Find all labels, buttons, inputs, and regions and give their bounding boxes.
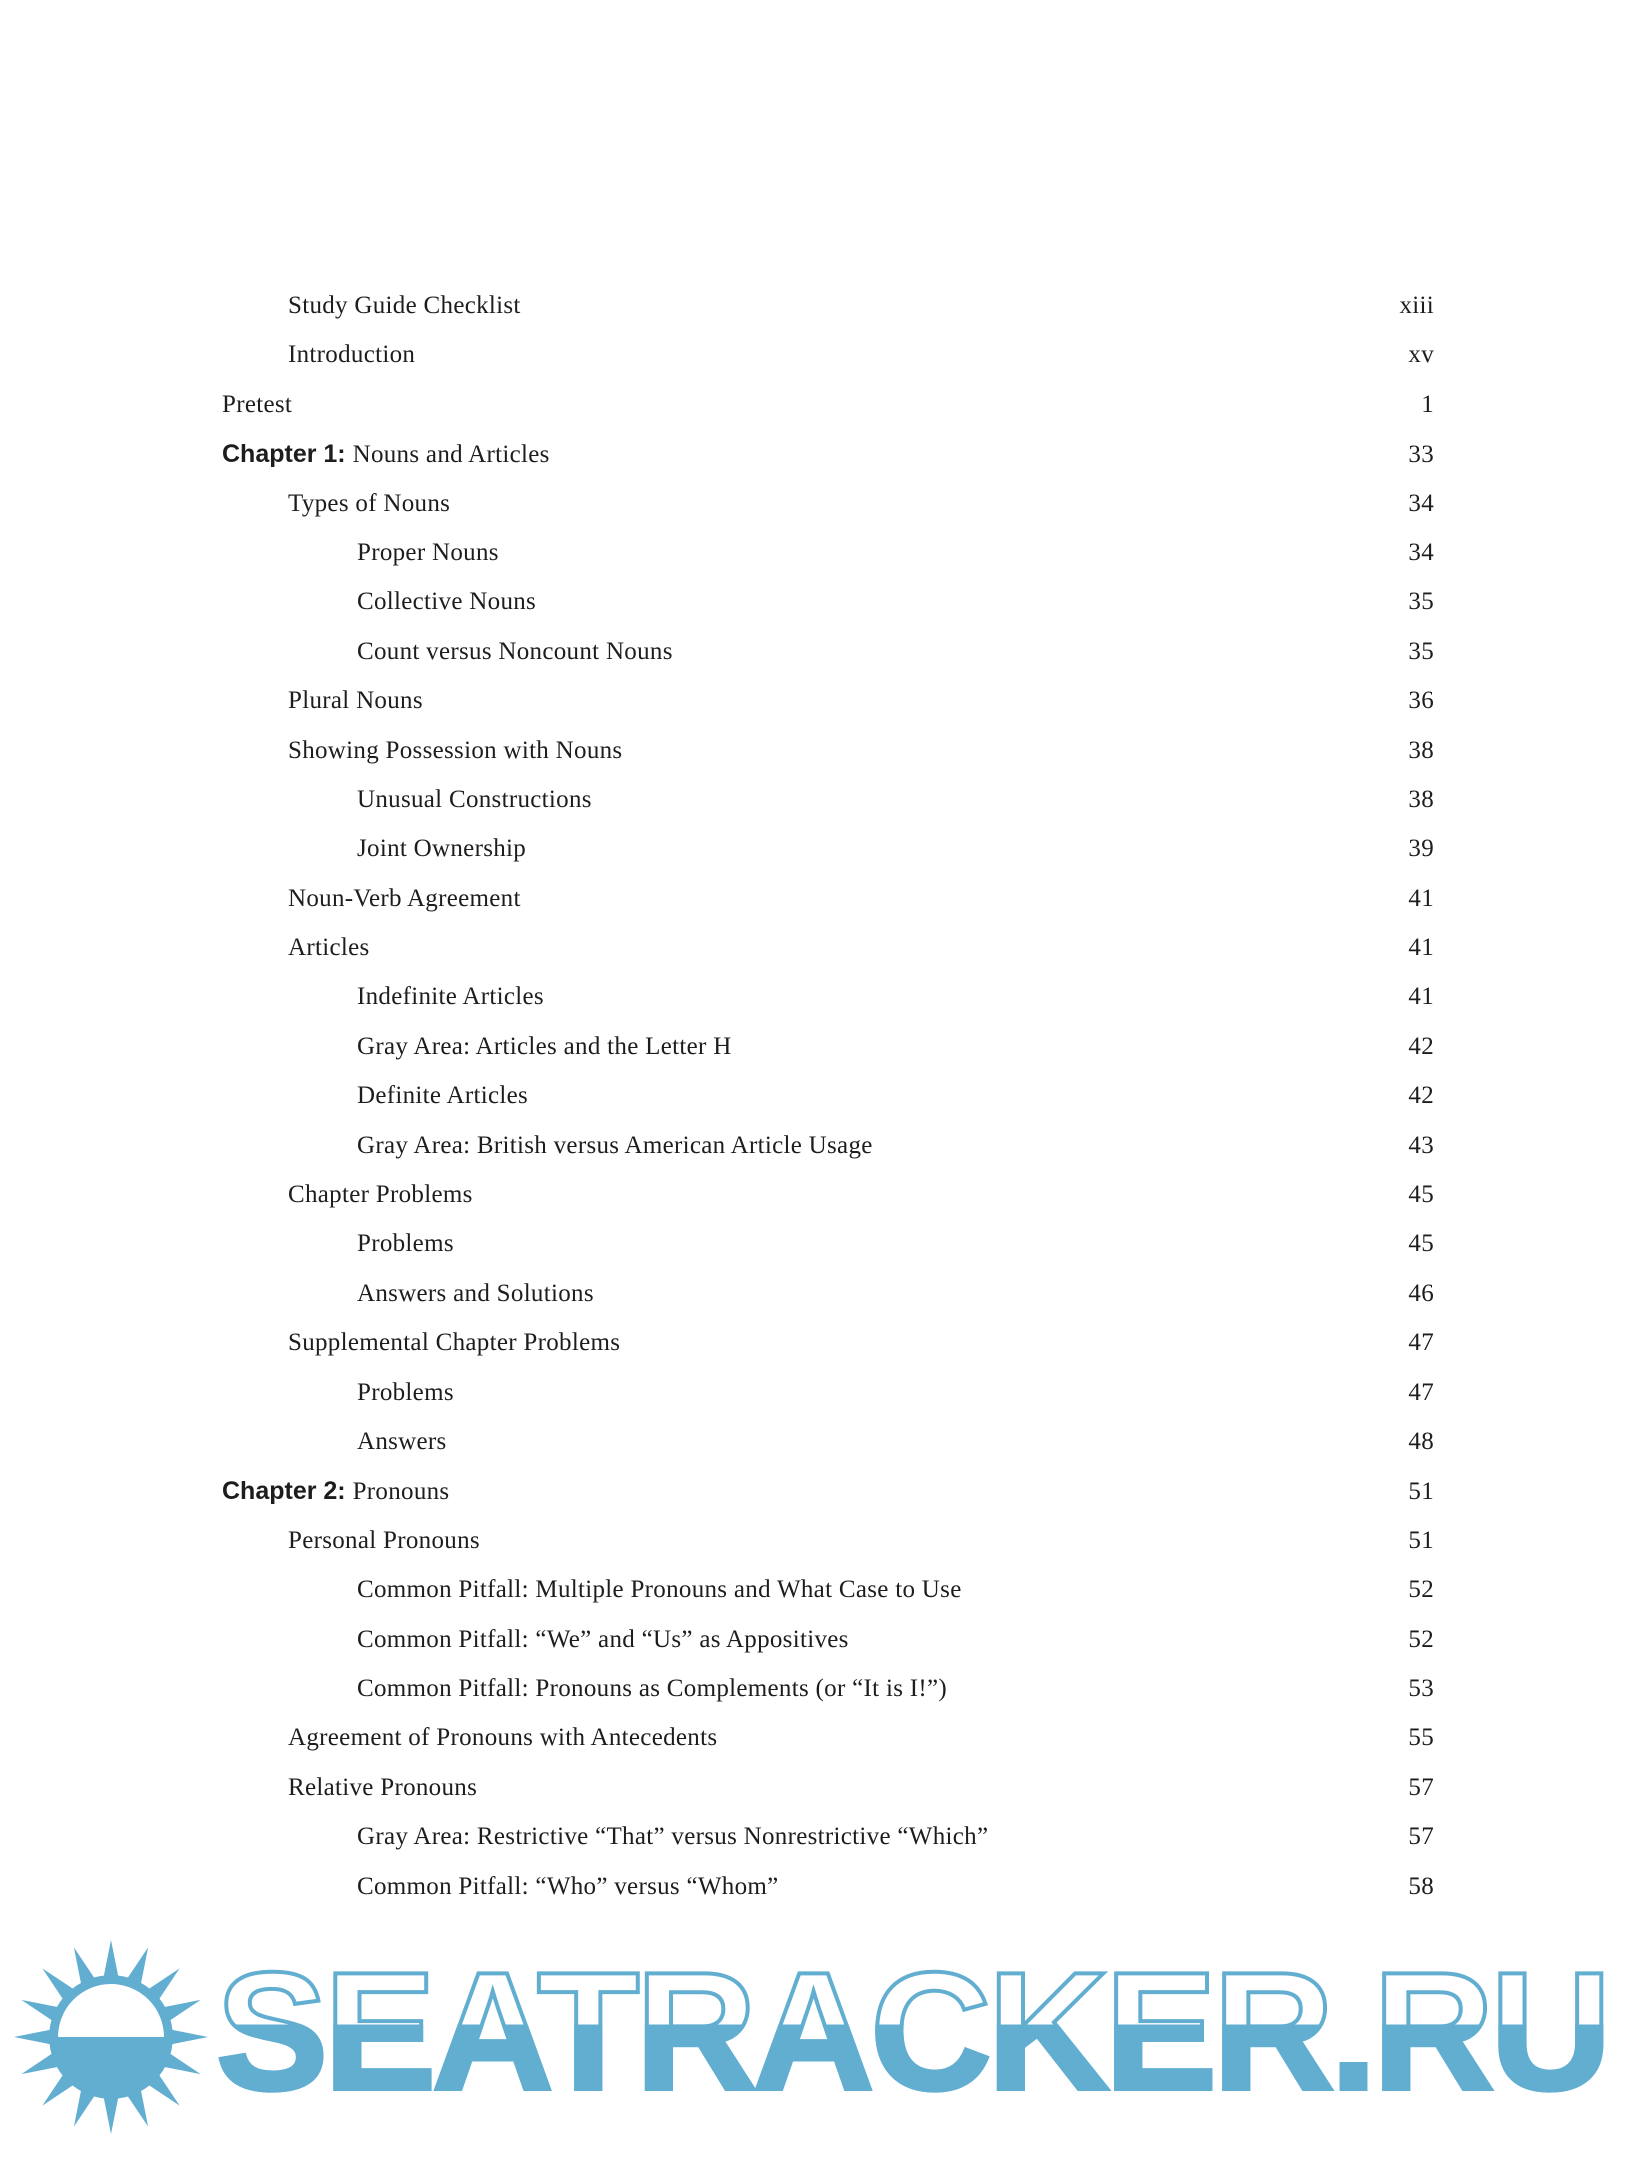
toc-entry <box>222 1379 1434 1428</box>
toc-entry <box>222 588 1434 637</box>
toc-entry <box>222 1626 1434 1675</box>
toc-page-number: 53 <box>1408 1674 1434 1702</box>
toc-page-number: 55 <box>1408 1724 1434 1752</box>
table-of-contents <box>222 292 1434 1922</box>
toc-entry <box>222 934 1434 983</box>
toc-entry-label: Answers <box>357 1427 447 1455</box>
toc-entry <box>222 687 1434 736</box>
toc-entry-label: Introduction <box>288 341 416 369</box>
toc-entry <box>222 1873 1434 1922</box>
toc-entry-label: Showing Possession with Nouns <box>288 736 623 764</box>
toc-entry-label: Common Pitfall: “Who” versus “Whom” <box>357 1872 779 1900</box>
toc-page-number: 41 <box>1408 934 1434 962</box>
watermark <box>12 1938 1608 2136</box>
toc-entry-label: Personal Pronouns <box>288 1526 480 1554</box>
toc-page-number: 42 <box>1408 1032 1434 1060</box>
toc-entry <box>222 1329 1434 1378</box>
toc-page-number: 36 <box>1408 687 1434 715</box>
toc-entry <box>222 1181 1434 1230</box>
toc-entry <box>222 1823 1434 1872</box>
toc-page-number: 46 <box>1408 1279 1434 1307</box>
toc-entry <box>222 1428 1434 1477</box>
toc-page-number: 51 <box>1408 1478 1434 1506</box>
toc-entry-label: Collective Nouns <box>357 588 537 616</box>
sun-logo-icon <box>12 1938 210 2136</box>
toc-entry <box>222 1774 1434 1823</box>
toc-entry-label: Types of Nouns <box>288 489 451 517</box>
toc-entry-label: Relative Pronouns <box>288 1773 478 1801</box>
toc-entry <box>222 1082 1434 1131</box>
toc-page-number: 57 <box>1408 1823 1434 1851</box>
toc-chapter-prefix: Chapter 1: <box>222 440 353 469</box>
toc-entry-label: Problems <box>357 1378 454 1406</box>
toc-page-number: 52 <box>1408 1576 1434 1604</box>
toc-page-number: 39 <box>1408 835 1434 863</box>
toc-entry <box>222 391 1434 440</box>
toc-page-number: 41 <box>1408 983 1434 1011</box>
toc-entry <box>222 1724 1434 1773</box>
toc-entry <box>222 1132 1434 1181</box>
toc-page-number: 47 <box>1408 1378 1434 1406</box>
toc-entry <box>222 885 1434 934</box>
toc-entry <box>222 292 1434 341</box>
toc-page-number: 38 <box>1408 785 1434 813</box>
toc-entry <box>222 786 1434 835</box>
toc-entry <box>222 490 1434 539</box>
toc-entry-label: Agreement of Pronouns with Antecedents <box>288 1724 718 1752</box>
toc-entry <box>222 1033 1434 1082</box>
toc-entry-label: Gray Area: British versus American Article Usage <box>357 1131 873 1159</box>
toc-entry-label: Supplemental Chapter Problems <box>288 1329 621 1357</box>
toc-page-number: 57 <box>1408 1773 1434 1801</box>
toc-page-number: 45 <box>1408 1230 1434 1258</box>
toc-entry-label: Common Pitfall: “We” and “Us” as Appositives <box>357 1625 849 1653</box>
toc-entry <box>222 1527 1434 1576</box>
toc-entry <box>222 835 1434 884</box>
toc-entry-label: Articles <box>288 934 370 962</box>
toc-page-number: 34 <box>1408 538 1434 566</box>
toc-entry-label: Noun-Verb Agreement <box>288 884 521 912</box>
toc-page-number: 48 <box>1408 1427 1434 1455</box>
toc-entry-label: Indefinite Articles <box>357 983 544 1011</box>
toc-page-number: 45 <box>1408 1181 1434 1209</box>
toc-entry <box>222 1280 1434 1329</box>
toc-entry <box>222 539 1434 588</box>
toc-entry <box>222 983 1434 1032</box>
toc-entry-label: Problems <box>357 1230 454 1258</box>
toc-entry-label: Pretest <box>222 390 293 418</box>
toc-page-number: 38 <box>1408 736 1434 764</box>
toc-entry <box>222 1576 1434 1625</box>
toc-entry-label: Joint Ownership <box>357 835 527 863</box>
toc-page-number: 34 <box>1408 489 1434 517</box>
toc-entry-label: Gray Area: Restrictive “That” versus Nonrestrictive “Which” <box>357 1823 989 1851</box>
toc-entry <box>222 1230 1434 1279</box>
toc-page-number: 35 <box>1408 588 1434 616</box>
toc-entry-label: Chapter 2: Pronouns <box>222 1477 450 1506</box>
toc-entry-label: Count versus Noncount Nouns <box>357 637 673 665</box>
toc-page-number: 42 <box>1408 1082 1434 1110</box>
toc-entry <box>222 737 1434 786</box>
toc-entry-label: Chapter 1: Nouns and Articles <box>222 440 550 469</box>
toc-entry-label: Study Guide Checklist <box>288 292 521 319</box>
toc-entry-label: Answers and Solutions <box>357 1279 594 1307</box>
toc-page-number: 1 <box>1421 390 1434 418</box>
toc-entry-label: Common Pitfall: Multiple Pronouns and What Case to Use <box>357 1576 962 1604</box>
toc-page-number: xv <box>1408 341 1434 369</box>
watermark-text: SEATRACKER.RU <box>216 1937 1608 2125</box>
toc-page-number: 47 <box>1408 1329 1434 1357</box>
toc-entry-label: Unusual Constructions <box>357 785 592 813</box>
toc-entry-label: Chapter Problems <box>288 1181 473 1209</box>
toc-entry <box>222 1675 1434 1724</box>
toc-page-number: 35 <box>1408 637 1434 665</box>
toc-page-number: 51 <box>1408 1526 1434 1554</box>
toc-entry <box>222 638 1434 687</box>
toc-entry <box>222 341 1434 390</box>
toc-entry-label: Definite Articles <box>357 1082 529 1110</box>
toc-entry-label: Proper Nouns <box>357 538 499 566</box>
toc-chapter-prefix: Chapter 2: <box>222 1477 353 1506</box>
toc-page-number: 43 <box>1408 1131 1434 1159</box>
toc-entry-label: Gray Area: Articles and the Letter H <box>357 1032 732 1060</box>
toc-page-number: xiii <box>1399 292 1434 319</box>
toc-entry <box>222 440 1434 489</box>
toc-page-number: 52 <box>1408 1625 1434 1653</box>
toc-entry-label: Common Pitfall: Pronouns as Complements (or “It is I!”) <box>357 1674 948 1702</box>
toc-entry-label: Plural Nouns <box>288 687 423 715</box>
toc-page-number: 41 <box>1408 884 1434 912</box>
toc-page-number: 58 <box>1408 1872 1434 1900</box>
toc-entry <box>222 1477 1434 1526</box>
toc-page-number: 33 <box>1408 441 1434 469</box>
